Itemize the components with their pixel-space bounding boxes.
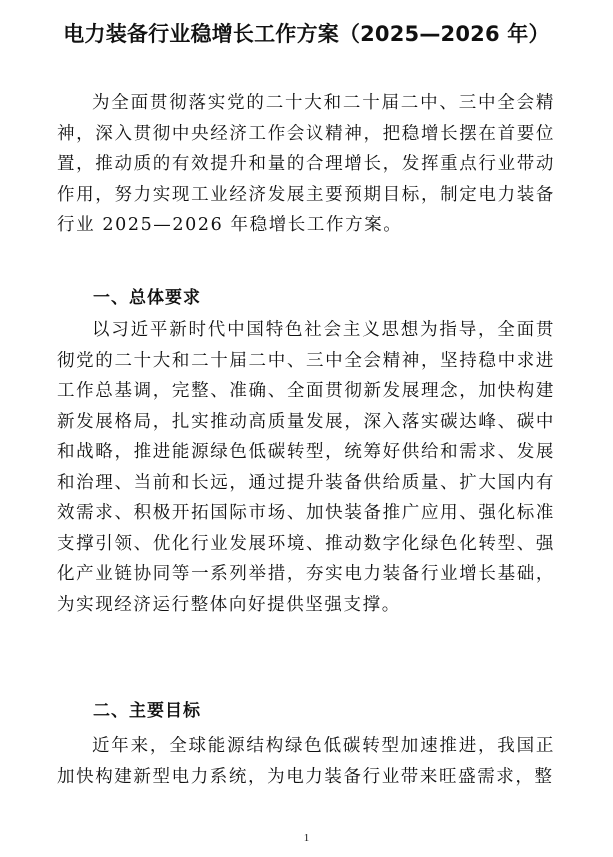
section-heading-main-targets: 二、主要目标 (93, 701, 201, 721)
intro-paragraph: 为全面贯彻落实党的二十大和二十届二中、三中全会精神，深入贯彻中央经济工作会议精神，把稳增长摆在首要位置，推动质的有效提升和量的合理增长，发挥重点行业带动作用，努力实现工业经济发展主要预期目标，制定电力装备行业 2025—2026 年稳增长工作方案。 (57, 93, 555, 235)
main-targets-paragraph: 近年来，全球能源结构绿色低碳转型加速推进，我国正加快构建新型电力系统，为电力装备行业带来旺盛需求，整 (57, 736, 555, 787)
overall-requirements-paragraph: 以习近平新时代中国特色社会主义思想为指导，全面贯彻党的二十大和二十届二中、三中全会精神，坚持稳中求进工作总基调，完整、准确、全面贯彻新发展理念，加快构建新发展格局，扎实推动高质量发展，深入落实碳达峰、碳中和战略，推进能源绿色低碳转型，统筹好供给和需求、发展和治理、当前和长远，通过提升装备供给质量、扩大国内有效需求、积极开拓国际市场、加快装备推广应用、强化标准支撑引领、优化行业发展环境、推动数字化绿色化转型、强化产业链协同等一系列举措，夯实电力装备行业增长基础，为实现经济运行整体向好提供坚强支撑。 (57, 320, 555, 615)
page-number: 1 (303, 832, 310, 844)
document-title: 电力装备行业稳增长工作方案（2025—2026 年） (63, 22, 550, 46)
section-heading-overall-requirements: 一、总体要求 (93, 288, 201, 308)
